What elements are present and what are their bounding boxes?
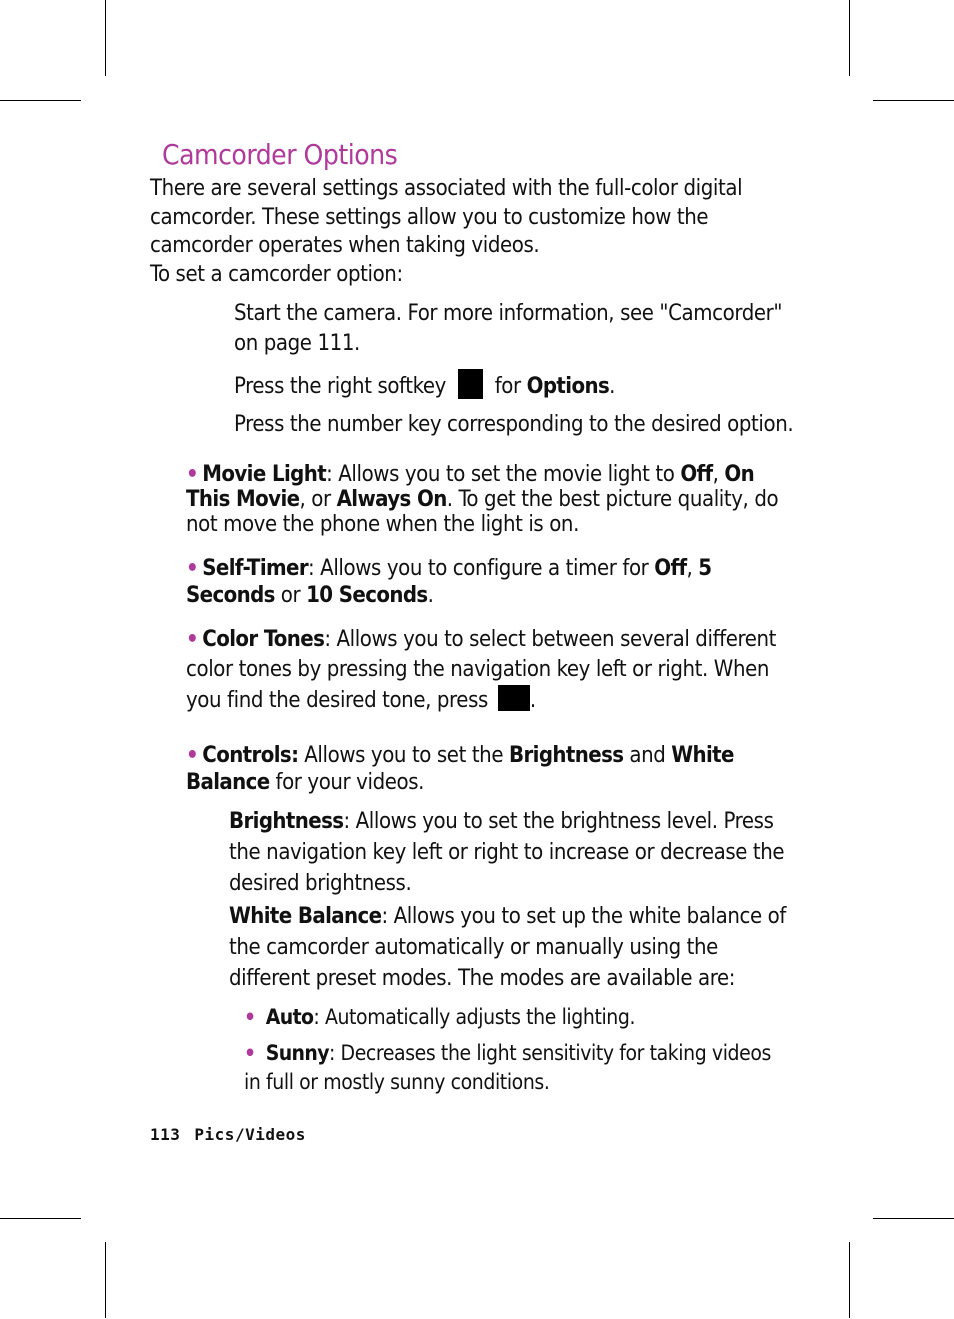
crop-mark <box>0 1218 81 1219</box>
term: Color Tones <box>202 627 325 652</box>
intro <box>150 175 770 289</box>
intro-lead: To set a camcorder option: <box>150 261 403 287</box>
step-2-text: Press the right softkey <box>234 374 446 399</box>
bullet-movie-light <box>186 462 786 537</box>
bullet-self-timer <box>186 555 786 609</box>
mode-auto <box>244 1003 784 1032</box>
options-label: Options <box>526 374 610 399</box>
crop-mark <box>873 100 954 101</box>
bullet-dot-icon: • <box>244 1005 256 1029</box>
sub-white-balance <box>229 901 789 994</box>
option: 5 Seconds <box>186 556 712 608</box>
text: . <box>427 583 434 608</box>
sep: , <box>712 462 725 487</box>
sep: or <box>274 583 307 608</box>
text: . <box>529 688 536 713</box>
page-title: Camcorder Options <box>162 138 398 171</box>
ok-key-icon <box>498 685 530 711</box>
section-name: Pics/Videos <box>194 1125 306 1144</box>
bullet-color-tones <box>186 625 786 716</box>
text: : Decreases the light sensitivity for taking videos in full or mostly sunny conditions. <box>244 1041 771 1094</box>
crop-mark <box>849 0 850 76</box>
option: Off <box>680 462 713 487</box>
bullet-dot-icon: • <box>244 1041 256 1065</box>
bullet-dot-icon: • <box>186 627 199 652</box>
crop-mark <box>873 1218 954 1219</box>
text: : Allows you to set up the white balance of the camcorder automatically or manually using the different preset modes. The modes are available are: <box>229 904 786 991</box>
crop-mark <box>849 1242 850 1318</box>
sub-brightness <box>229 806 789 899</box>
step-2-mid: for <box>494 374 521 399</box>
bullet-dot-icon: • <box>186 462 199 487</box>
step-3: Press the number key corresponding to the desired option. <box>234 412 794 437</box>
text: : Allows you to set the brightness level. Press the navigation key left or right to increase or decrease the desired brightness. <box>229 809 785 896</box>
text: : Allows you to set the movie light to <box>326 462 681 487</box>
right-softkey-icon <box>458 369 483 399</box>
sep: , <box>686 556 699 581</box>
term: Brightness <box>229 809 344 834</box>
option: Off <box>654 556 687 581</box>
sep: and <box>623 743 672 768</box>
term: Self-Timer <box>202 556 309 581</box>
option: On This Movie <box>186 462 755 512</box>
mode-sunny <box>244 1039 784 1096</box>
step-1: Start the camera. For more information, see "Camcorder" on page 111. <box>234 301 783 356</box>
intro-paragraph: There are several settings associated with the full-color digital camcorder. These settings allow you to customize how the camcorder operates when taking videos. <box>150 176 743 258</box>
text: : Automatically adjusts the lighting. <box>313 1005 636 1029</box>
text: . To get the best picture quality, do not move the phone when the light is on. <box>186 487 779 537</box>
term: Sunny <box>265 1041 329 1065</box>
text: Allows you to set the <box>298 743 509 768</box>
step-2-post: . <box>609 374 616 399</box>
page-footer <box>150 1125 306 1144</box>
bullet-dot-icon: • <box>186 743 199 768</box>
term: Controls: <box>202 743 299 768</box>
crop-mark <box>105 1242 106 1318</box>
crop-mark <box>0 100 81 101</box>
term: Auto <box>265 1005 314 1029</box>
step-2 <box>234 369 794 402</box>
text: : Allows you to configure a timer for <box>308 556 655 581</box>
text: : Allows you to select between several different color tones by pressing the navigation key left or right. When you find the desired tone, press <box>186 627 777 713</box>
bullet-controls <box>186 742 786 796</box>
option: Always On <box>336 487 447 512</box>
sep: , or <box>299 487 337 512</box>
option: Brightness <box>509 743 624 768</box>
term: White Balance <box>229 904 382 929</box>
page-number: 113 <box>150 1125 181 1144</box>
crop-mark <box>105 0 106 76</box>
option: 10 Seconds <box>306 583 428 608</box>
bullet-dot-icon: • <box>186 556 199 581</box>
term: Movie Light <box>202 462 327 487</box>
option: White Balance <box>186 743 734 795</box>
text: for your videos. <box>269 770 425 795</box>
